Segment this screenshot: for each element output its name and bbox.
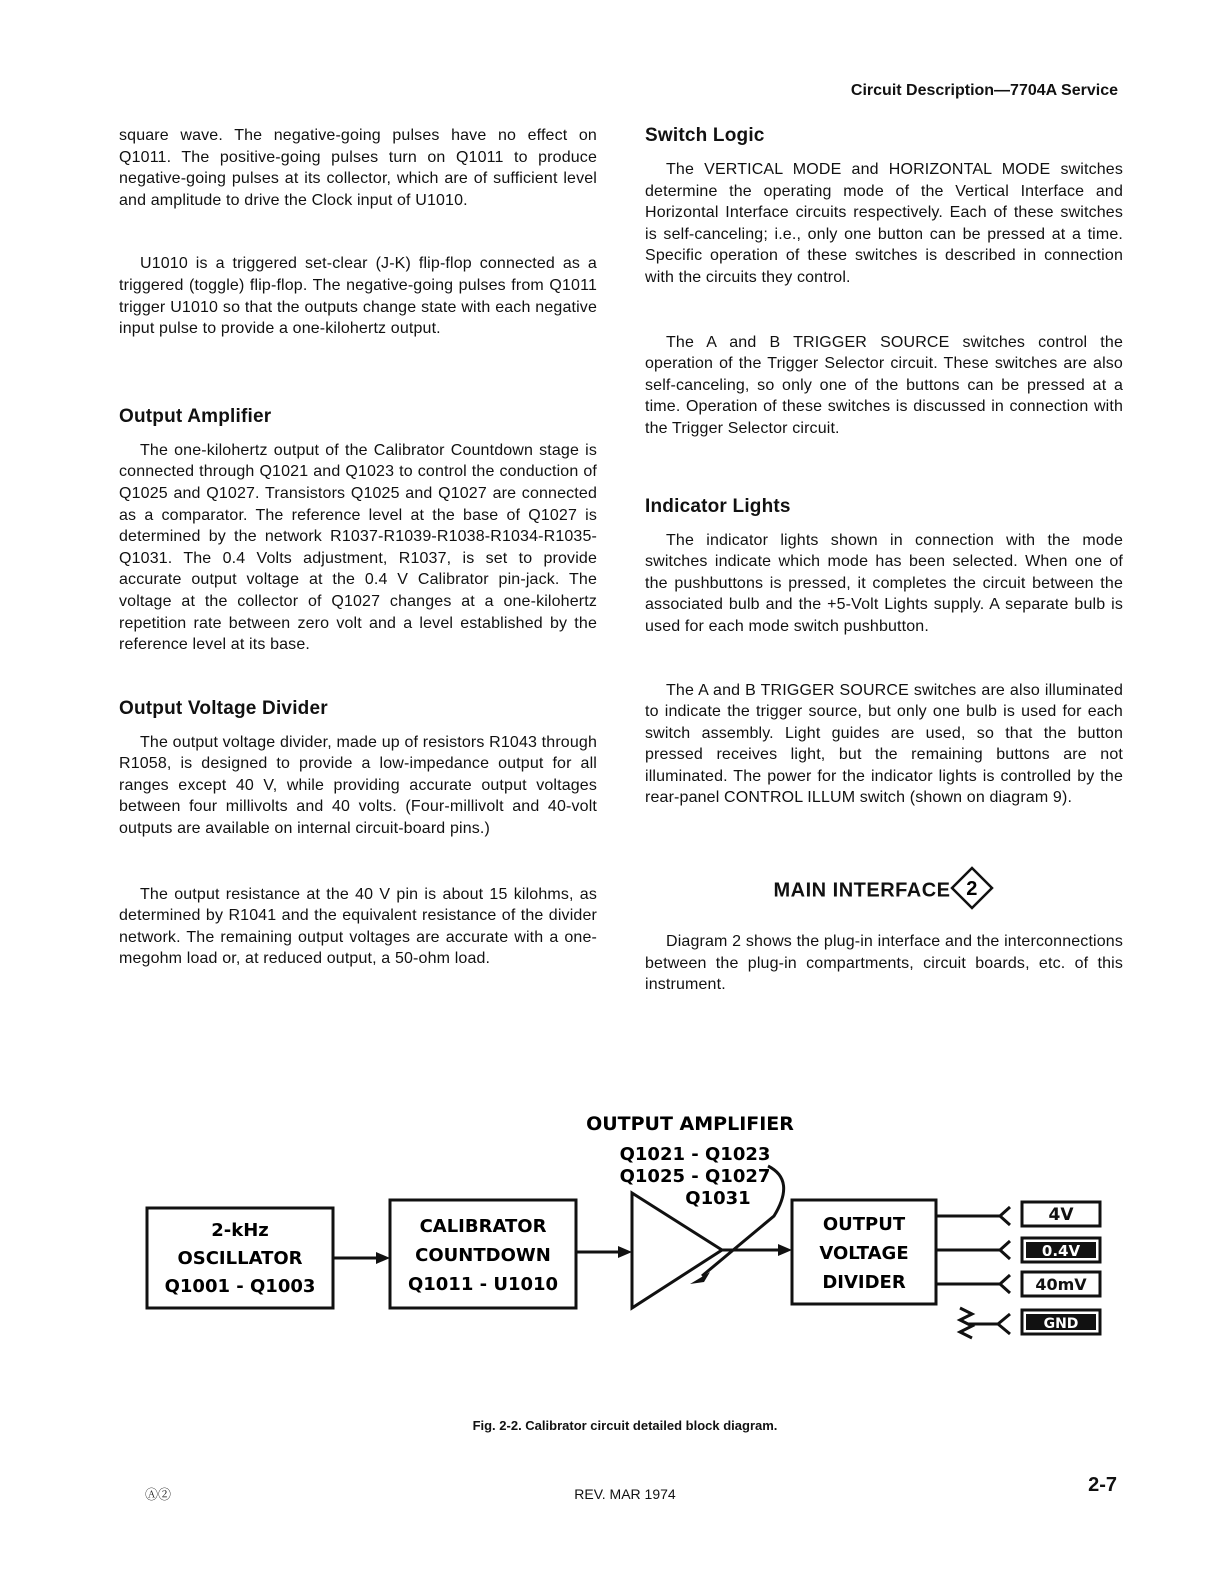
div-line1: OUTPUT <box>822 1214 906 1235</box>
amp-line3: Q1031 <box>685 1188 751 1209</box>
osc-line2: OSCILLATOR <box>177 1248 303 1269</box>
label-4v: 4V <box>1048 1205 1074 1225</box>
section-heading: Output Amplifier <box>119 405 272 427</box>
left-column <box>119 125 597 970</box>
paragraph: square wave. The negative-going pulses have no effect on Q1011. The positive-going pulses turn on Q1011 to produce negative-going pulses at its collector, which are of sufficient level and amplitude to drive the Clock input of U1010. <box>119 127 597 209</box>
div-line3: DIVIDER <box>822 1272 906 1293</box>
cal-line3: Q1011 - U1010 <box>407 1274 559 1295</box>
cal-line2: COUNTDOWN <box>415 1245 551 1266</box>
amp-line2: Q1025 - Q1027 <box>619 1166 771 1187</box>
revision-date: REV. MAR 1974 <box>574 1486 676 1502</box>
paragraph: The one-kilohertz output of the Calibrator Countdown stage is connected through Q1021 and Q1023 to control the conduction of Q1025 and Q1027. Transistors Q1025 and Q1027 are connected as a comparator. The reference level at the base of Q1027 is determined by the network R1037-R1039-R1038-R1034-R1035-Q1031. The 0.4 Volts adjustment, R1037, is set to provide accurate output voltage at the 0.4 V Calibrator pin-jack. The voltage at the collector of Q1027 changes at a one-kilohertz repetition rate between zero volt and a level established by the reference level at its base. <box>119 441 597 654</box>
diagram-number-diamond-icon <box>949 865 995 917</box>
paragraph: The output voltage divider, made up of resistors R1043 through R1058, is designed to provide a low-impedance output for all ranges except 40 V, while providing accurate output voltages between four millivolts and 40 volts. (Four-millivolt and 40-volt outputs are available on internal circuit-board pins.) <box>119 733 597 838</box>
paragraph: The A and B TRIGGER SOURCE switches control the operation of the Trigger Selector circuit. These switches are also self-canceling, so only one of the buttons can be pressed at a time. Operation of these switches is discussed in connection with the Trigger Selector circuit. <box>645 333 1123 437</box>
section-heading: Switch Logic <box>645 125 765 146</box>
amp-title: OUTPUT AMPLIFIER <box>586 1113 794 1135</box>
main-interface-title: MAIN INTERFACE <box>773 879 951 902</box>
label-40mv: 40mV <box>1035 1275 1087 1294</box>
figure-caption: Fig. 2-2. Calibrator circuit detailed block diagram. <box>472 1418 778 1433</box>
page-number: 2-7 <box>1088 1474 1117 1496</box>
section-heading: Output Voltage Divider <box>119 697 328 719</box>
main-interface-heading <box>645 865 1123 917</box>
label-gnd: GND <box>1043 1316 1079 1332</box>
amplifier-triangle <box>632 1193 722 1308</box>
osc-line1: 2-kHz <box>211 1220 269 1241</box>
paragraph: The VERTICAL MODE and HORIZONTAL MODE switches determine the operating mode of the Vertical Interface and Horizontal Interface circuits respectively. Each of these switches is self-canceling; i.e., only one button can be pressed at a time. Specific operation of these switches is described in connection with the circuits they control. <box>645 161 1123 286</box>
paragraph: U1010 is a triggered set-clear (J-K) flip-flop connected as a triggered (toggle) flip-flop. The negative-going pulses from Q1011 trigger U1010 so that the outputs change state with each negative input pulse to provide a one-kilohertz output. <box>119 255 597 338</box>
section-heading: Indicator Lights <box>645 495 791 517</box>
osc-line3: Q1001 - Q1003 <box>164 1276 316 1297</box>
page-header: Circuit Description—7704A Service <box>850 82 1118 99</box>
paragraph: The output resistance at the 40 V pin is about 15 kilohms, as determined by R1041 and the equivalent resistance of the divider network. The remaining output voltages are accurate with a one-megohm load or, at reduced output, a 50-ohm load. <box>119 885 597 968</box>
cal-line1: CALIBRATOR <box>419 1216 547 1237</box>
paragraph: The indicator lights shown in connection with the mode switches indicate which mode has been selected. When one of the pushbuttons is pressed, it completes the circuit between the associated bulb and the +5-Volt Lights supply. A separate bulb is used for each mode switch pushbutton. <box>645 531 1123 635</box>
block-diagram <box>120 1108 1120 1348</box>
amp-line1: Q1021 - Q1023 <box>619 1144 771 1165</box>
div-line2: VOLTAGE <box>819 1243 909 1264</box>
paragraph: Diagram 2 shows the plug-in interface and the interconnections between the plug-in compartments, circuit boards, etc. of this instrument. <box>645 933 1123 994</box>
paragraph: The A and B TRIGGER SOURCE switches are also illuminated to indicate the trigger source, but only one bulb is used for each switch assembly. Light guides are used, so that the button pressed receives light, but the remaining buttons are not illuminated. The power for the indicator lights is controlled by the rear-panel CONTROL ILLUM switch (shown on diagram 9). <box>645 681 1123 807</box>
diagram-number: 2 <box>965 878 978 901</box>
publisher-logo: Ⓐ② <box>145 1487 172 1502</box>
label-04v: 0.4V <box>1041 1242 1081 1260</box>
right-column <box>645 125 1123 996</box>
